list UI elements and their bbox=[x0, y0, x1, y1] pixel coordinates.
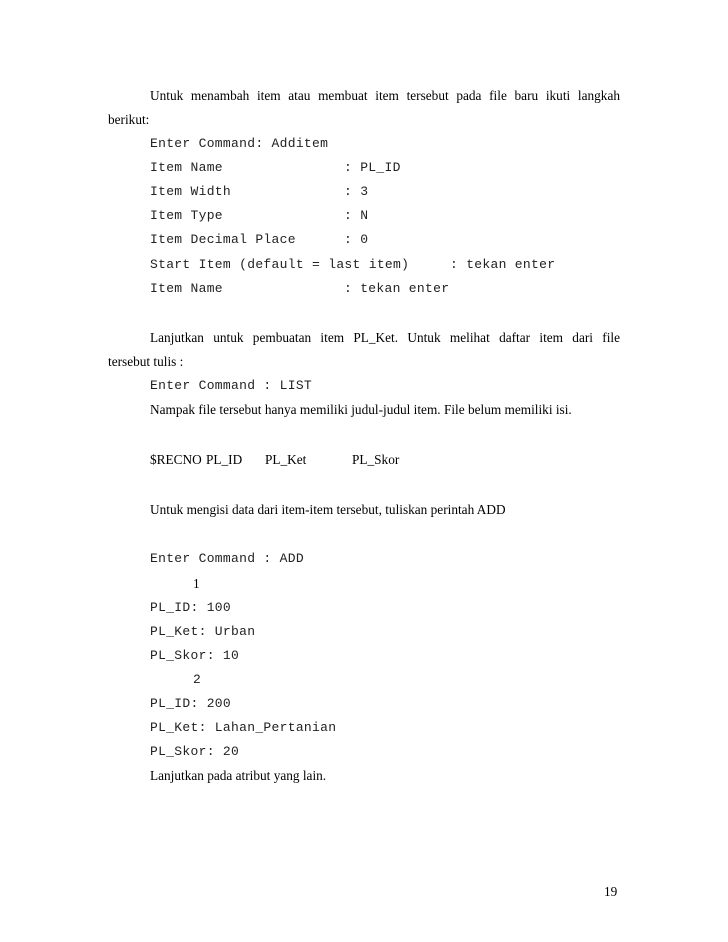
record-ket: PL_Ket: Lahan_Pertanian bbox=[150, 720, 337, 735]
column-pl-id: PL_ID bbox=[206, 452, 243, 467]
intro-line-2: berikut: bbox=[108, 112, 150, 127]
column-pl-ket: PL_Ket bbox=[265, 452, 307, 467]
column-pl-skor: PL_Skor bbox=[352, 452, 400, 467]
page-number: 19 bbox=[604, 884, 618, 899]
additem-row-label: Item Name bbox=[150, 160, 223, 175]
record-id: PL_ID: 100 bbox=[150, 600, 232, 615]
record-id: PL_ID: 200 bbox=[150, 696, 232, 711]
list-note: Nampak file tersebut hanya memiliki judul-judul item. File belum memiliki isi. bbox=[150, 402, 572, 417]
add-command: Enter Command : ADD bbox=[150, 551, 304, 566]
additem-row bbox=[150, 281, 449, 296]
record-number: 1 bbox=[193, 576, 200, 591]
additem-row-value: : tekan enter bbox=[450, 257, 556, 272]
additem-row-value: : PL_ID bbox=[344, 160, 401, 175]
additem-row-value: : tekan enter bbox=[344, 281, 450, 296]
additem-row-label: Item Name bbox=[150, 281, 223, 296]
additem-row-label: Item Decimal Place bbox=[150, 232, 296, 247]
additem-row-value: : 3 bbox=[344, 184, 369, 199]
intro-line-1: Untuk menambah item atau membuat item tersebut pada file baru ikuti langkah bbox=[150, 88, 620, 103]
closing-text: Lanjutkan pada atribut yang lain. bbox=[150, 768, 327, 783]
additem-row-value: : N bbox=[344, 208, 369, 223]
additem-row bbox=[150, 184, 368, 199]
continue-line-1: Lanjutkan untuk pembuatan item PL_Ket. Untuk melihat daftar item dari file bbox=[150, 330, 620, 345]
add-intro: Untuk mengisi data dari item-item tersebut, tuliskan perintah ADD bbox=[150, 502, 506, 517]
additem-row-value: : 0 bbox=[344, 232, 369, 247]
record-skor: PL_Skor: 20 bbox=[150, 744, 240, 759]
list-command: Enter Command : LIST bbox=[150, 378, 313, 393]
additem-command: Enter Command: Additem bbox=[150, 136, 329, 151]
record-skor: PL_Skor: 10 bbox=[150, 648, 240, 663]
record-ket: PL_Ket: Urban bbox=[150, 624, 256, 639]
additem-row-label: Item Type bbox=[150, 208, 223, 223]
additem-row bbox=[150, 160, 401, 175]
column-recno: $RECNO bbox=[150, 452, 202, 467]
item-columns bbox=[150, 452, 399, 468]
additem-row-label: Start Item (default = last item) bbox=[150, 257, 410, 272]
additem-row-label: Item Width bbox=[150, 184, 232, 199]
additem-row bbox=[150, 257, 555, 272]
continue-line-2: tersebut tulis : bbox=[108, 354, 184, 369]
record-number: 2 bbox=[193, 672, 202, 687]
additem-row bbox=[150, 208, 368, 223]
additem-row bbox=[150, 232, 368, 247]
